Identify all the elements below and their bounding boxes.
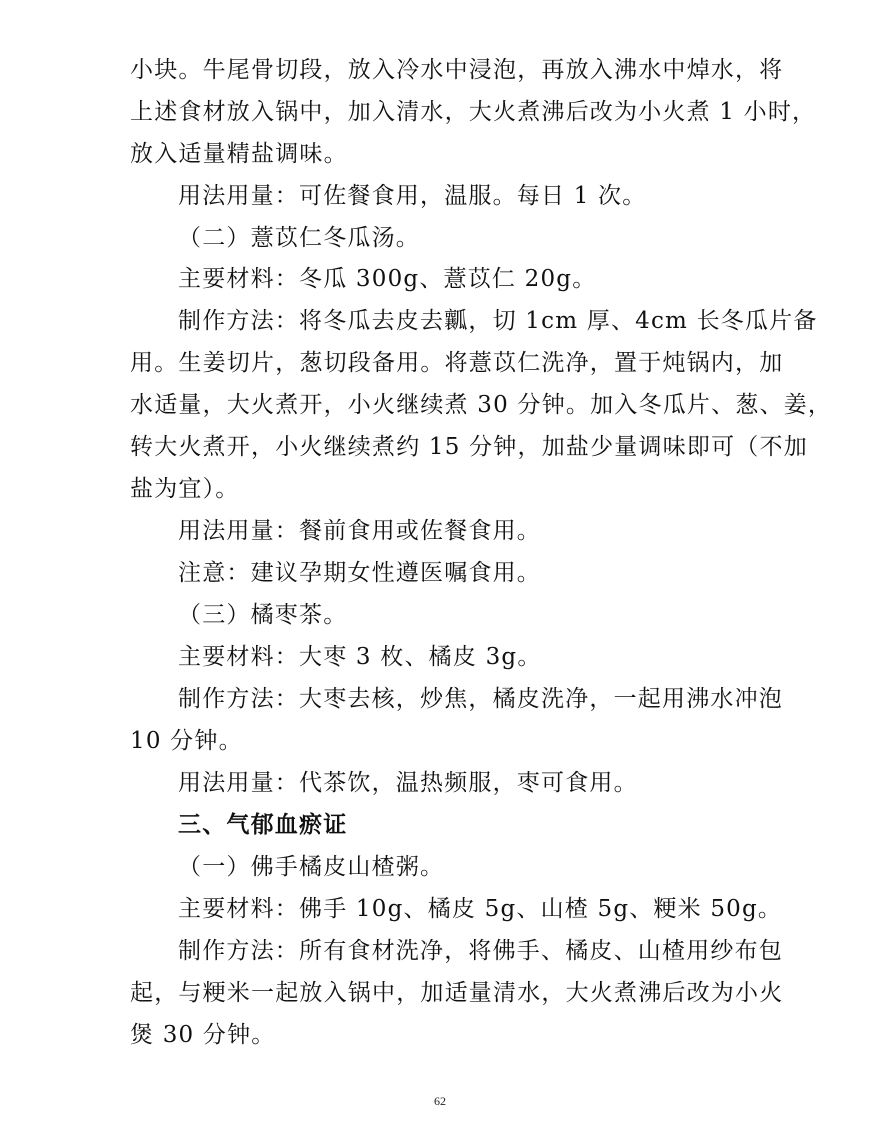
subsection-title: （三）橘枣茶。 <box>178 602 348 628</box>
text-line: 主要材料：大枣 3 枚、橘皮 3g。 <box>178 644 542 670</box>
text-line: 制作方法：所有食材洗净，将佛手、橘皮、山楂用纱布包 <box>178 938 783 964</box>
text-line: 起，与粳米一起放入锅中，加适量清水，大火煮沸后改为小火 <box>130 980 784 1006</box>
text-line: 主要材料：冬瓜 300g、薏苡仁 20g。 <box>178 266 597 292</box>
text-line: 制作方法：大枣去核，炒焦，橘皮洗净，一起用沸水冲泡 <box>178 686 783 712</box>
text-line: 制作方法：将冬瓜去皮去瓤，切 1cm 厚、4cm 长冬瓜片备 <box>178 308 818 334</box>
text-line: 用法用量：餐前食用或佐餐食用。 <box>178 518 541 544</box>
subsection-title: （一）佛手橘皮山楂粥。 <box>178 854 445 880</box>
text-line: 小块。牛尾骨切段，放入冷水中浸泡，再放入沸水中焯水，将 <box>130 57 784 83</box>
text-line: 水适量，大火煮开，小火继续煮 30 分钟。加入冬瓜片、葱、姜， <box>130 392 833 418</box>
text-line: 煲 30 分钟。 <box>130 1022 276 1048</box>
text-line: 放入适量精盐调味。 <box>130 141 348 167</box>
text-line: 转大火煮开，小火继续煮约 15 分钟，加盐少量调味即可（不加 <box>130 434 808 460</box>
text-line: 主要材料：佛手 10g、橘皮 5g、山楂 5g、粳米 50g。 <box>178 896 783 922</box>
text-line: 用。生姜切片，葱切段备用。将薏苡仁洗净，置于炖锅内，加 <box>130 350 784 376</box>
text-line: 注意：建议孕期女性遵医嘱食用。 <box>178 560 541 586</box>
text-line: 用法用量：代茶饮，温热频服，枣可食用。 <box>178 770 638 796</box>
section-heading: 三、气郁血瘀证 <box>178 812 348 838</box>
page-number: 62 <box>434 1094 446 1108</box>
text-line: 用法用量：可佐餐食用，温服。每日 1 次。 <box>178 183 647 209</box>
text-line: 10 分钟。 <box>130 728 243 754</box>
subsection-title: （二）薏苡仁冬瓜汤。 <box>178 225 420 251</box>
text-line: 上述食材放入锅中，加入清水，大火煮沸后改为小火煮 1 小时， <box>130 99 817 125</box>
text-line: 盐为宜）。 <box>130 476 240 502</box>
